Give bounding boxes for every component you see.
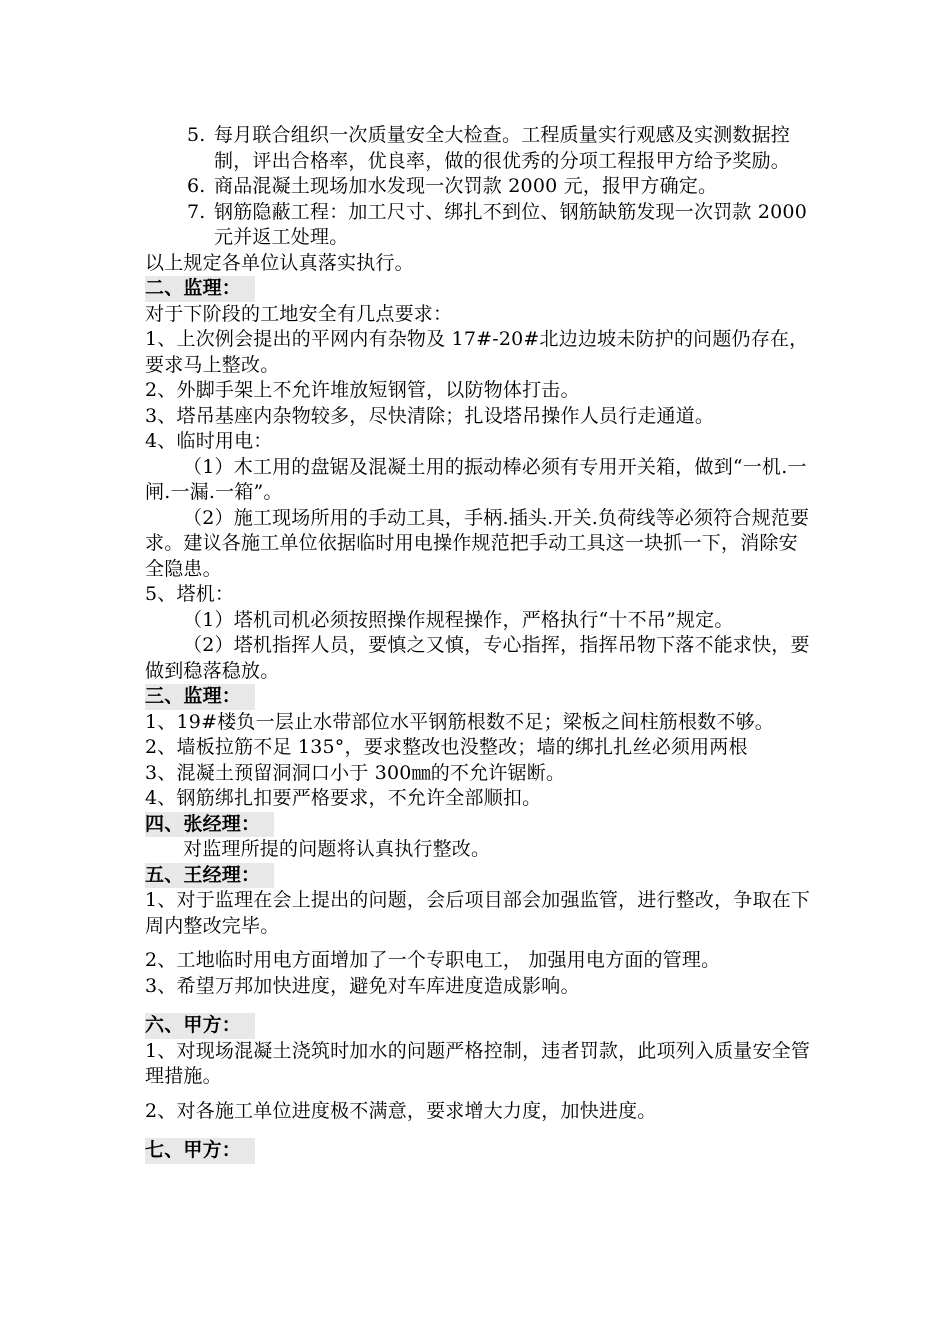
- sub-paragraph: （2）施工现场所用的手动工具，手柄.插头.开关.负荷线等必须符合规范要求。建议各施工单位依据临时用电操作规范把手动工具这一块抓一下，消除安全隐患。: [145, 506, 810, 580]
- section-heading: 七、甲方：: [145, 1138, 255, 1164]
- list-item-text: 钢筋隐蔽工程：加工尺寸、绑扎不到位、钢筋缺筋发现一次罚款 2000 元并返工处理。: [214, 200, 807, 248]
- list-item-number: 6.: [187, 175, 206, 197]
- sub-paragraph: （1）木工用的盘锯及混凝土用的振动棒必须有专用开关箱，做到“一机.一闸.一漏.一箱”。: [145, 455, 807, 503]
- section-heading: 三、监理：: [145, 684, 255, 710]
- list-item-number: 5.: [187, 124, 206, 146]
- section-6: [145, 1013, 815, 1124]
- paragraph: 4、临时用电：: [145, 430, 273, 452]
- rules-list: [145, 123, 815, 251]
- list-item: [145, 200, 815, 251]
- paragraph: 3、混凝土预留洞洞口小于 300㎜的不允许锯断。: [145, 761, 566, 784]
- paragraph: 2、外脚手架上不允许堆放短钢管，以防物体打击。: [145, 379, 580, 401]
- paragraph: 2、工地临时用电方面增加了一个专职电工， 加强用电方面的管理。: [145, 949, 721, 971]
- sub-paragraph: （2）塔机指挥人员，要慎之又慎，专心指挥，指挥吊物下落不能求快，要做到稳落稳放。: [145, 634, 810, 682]
- section-2: [145, 276, 815, 684]
- paragraph: 5、塔机：: [145, 583, 235, 605]
- paragraph: 1、对于监理在会上提出的问题，会后项目部会加强监管，进行整改，争取在下周内整改完毕。: [145, 889, 811, 937]
- paragraph: 2、对各施工单位进度极不满意，要求增大力度，加快进度。: [145, 1099, 657, 1122]
- document-body: [145, 123, 815, 1164]
- list-item: [145, 174, 815, 200]
- section-intro: 对于下阶段的工地安全有几点要求：: [145, 302, 453, 325]
- paragraph: 对监理所提的问题将认真执行整改。: [183, 838, 491, 860]
- paragraph: 1、19#楼负一层止水带部位水平钢筋根数不足；梁板之间柱筋根数不够。: [145, 710, 774, 733]
- paragraph: 2、墙板拉筋不足 135°，要求整改也没整改；墙的绑扎扎丝必须用两根: [145, 736, 748, 758]
- paragraph: 3、塔吊基座内杂物较多，尽快清除；扎设塔吊操作人员行走通道。: [145, 404, 715, 427]
- summary-paragraph: 以上规定各单位认真落实执行。: [145, 251, 414, 274]
- paragraph: 4、钢筋绑扎扣要严格要求，不允许全部顺扣。: [145, 787, 542, 809]
- section-heading: 六、甲方：: [145, 1013, 255, 1039]
- section-5: [145, 863, 815, 1000]
- section-7: [145, 1138, 815, 1164]
- section-3: [145, 684, 815, 812]
- list-item-number: 7.: [187, 200, 206, 223]
- paragraph: 1、对现场混凝土浇筑时加水的问题严格控制，违者罚款，此项列入质量安全管理措施。: [145, 1039, 811, 1087]
- section-heading: 二、监理：: [145, 276, 255, 302]
- section-4: [145, 812, 815, 863]
- section-heading: 四、张经理：: [145, 812, 274, 838]
- sub-paragraph: （1）塔机司机必须按照操作规程操作，严格执行“十不吊”规定。: [183, 608, 734, 631]
- list-item: [145, 123, 815, 174]
- paragraph: 1、上次例会提出的平网内有杂物及 17#-20#北边边坡未防护的问题仍存在，要求马上整改。: [145, 328, 809, 376]
- list-item-text: 每月联合组织一次质量安全大检查。工程质量实行观感及实测数据控制，评出合格率，优良率，做的很优秀的分项工程报甲方给予奖励。: [214, 124, 791, 172]
- list-item-text: 商品混凝土现场加水发现一次罚款 2000 元，报甲方确定。: [214, 175, 718, 197]
- section-heading: 五、王经理：: [145, 863, 274, 889]
- paragraph: 3、希望万邦加快进度，避免对车库进度造成影响。: [145, 974, 580, 997]
